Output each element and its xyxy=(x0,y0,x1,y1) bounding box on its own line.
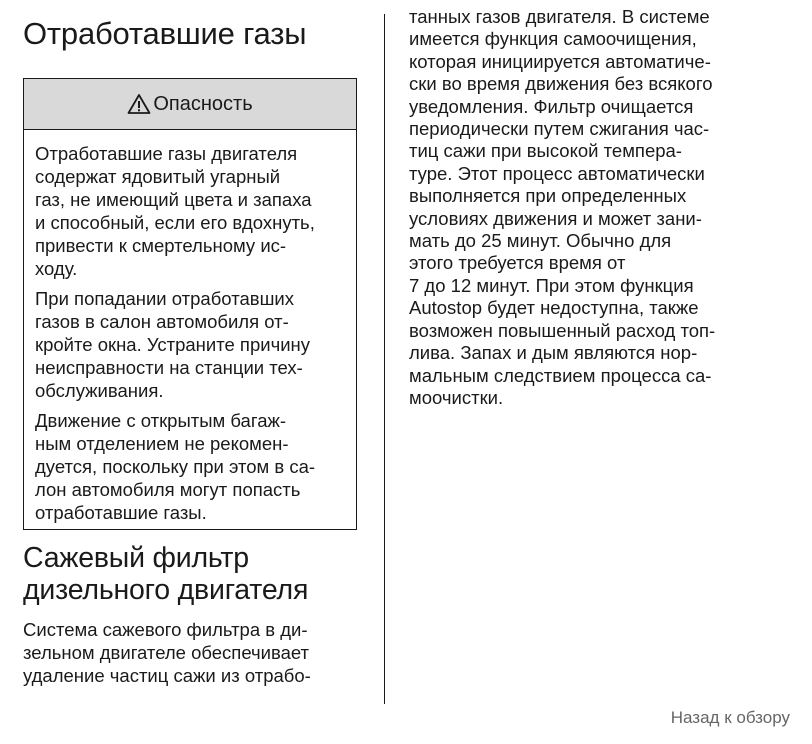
warning-paragraph-3 xyxy=(35,409,346,524)
warning-label: Опасность xyxy=(153,92,253,115)
text-line: моочистки. xyxy=(409,386,504,408)
text-line: мать до 25 минут. Обычно для xyxy=(409,230,672,252)
text-line: лон автомобиля могут попасть xyxy=(35,479,301,500)
text-line: содержат ядовитый угарный xyxy=(35,166,281,187)
warning-body xyxy=(24,130,356,524)
text-line: уведомления. Фильтр очищается xyxy=(409,95,694,117)
text-line: газ, не имеющий цвета и запаха xyxy=(35,189,312,210)
danger-warning-box xyxy=(23,78,357,530)
text-line: танных газов двигателя. В системе xyxy=(409,6,710,27)
text-line: этого требуется время от xyxy=(409,252,626,274)
text-line: ски во время движения без всякого xyxy=(409,73,713,95)
text-line: неисправности на станции тех- xyxy=(35,357,303,378)
subsection-text-right xyxy=(409,6,769,409)
back-to-overview-link[interactable]: Назад к обзору xyxy=(670,708,790,727)
text-line: привести к смертельному ис- xyxy=(35,235,287,256)
text-line: и способный, если его вдохнуть, xyxy=(35,212,315,233)
text-line: периодически путем сжигания час- xyxy=(409,118,710,140)
text-line: возможен повышенный расход топ- xyxy=(409,319,716,341)
text-line: Отработавшие газы двигателя xyxy=(35,143,298,164)
subsection-title-line: Сажевый фильтр xyxy=(23,542,249,574)
text-line: Система сажевого фильтра в ди- xyxy=(23,619,308,640)
text-line: кройте окна. Устраните причину xyxy=(35,334,311,355)
warning-paragraph-2 xyxy=(35,287,346,402)
text-line: тиц сажи при высокой темпера- xyxy=(409,140,682,162)
subsection-title-line: дизельного двигателя xyxy=(23,574,309,606)
text-line: лива. Запах и дым являются нор- xyxy=(409,342,698,364)
right-column xyxy=(409,6,769,409)
text-line: ходу. xyxy=(35,258,78,279)
text-line: туре. Этот процесс автоматически xyxy=(409,162,705,184)
text-line: имеется функция самоочищения, xyxy=(409,28,697,50)
text-line: выполняется при определенных xyxy=(409,185,687,207)
warning-paragraph-1 xyxy=(35,142,346,280)
subsection-text-left xyxy=(23,618,311,687)
text-line: отработавшие газы. xyxy=(35,502,207,523)
column-divider xyxy=(384,14,385,704)
text-line: ным отделением не рекомен- xyxy=(35,433,289,454)
text-line: условиях движения и может зани- xyxy=(409,207,702,229)
text-line: При попадании отработавших xyxy=(35,288,294,309)
subsection-title xyxy=(23,542,308,606)
text-line: обслуживания. xyxy=(35,380,164,401)
text-line: которая инициируется автоматиче- xyxy=(409,50,711,72)
section-title: Отработавшие газы xyxy=(23,16,307,51)
text-line: Autostop будет недоступна, также xyxy=(409,297,699,319)
left-column xyxy=(23,14,361,686)
text-line: газов в салон автомобиля от- xyxy=(35,311,289,332)
text-line: удаление частиц сажи из отрабо- xyxy=(23,665,311,686)
text-line: Движение с открытым багаж- xyxy=(35,410,287,431)
text-line: дуется, поскольку при этом в са- xyxy=(35,456,316,477)
warning-triangle-icon xyxy=(127,93,151,115)
warning-header xyxy=(24,79,356,130)
text-line: 7 до 12 минут. При этом функция xyxy=(409,274,694,296)
text-line: мальным следствием процесса са- xyxy=(409,364,712,386)
text-line: зельном двигателе обеспечивает xyxy=(23,642,310,663)
